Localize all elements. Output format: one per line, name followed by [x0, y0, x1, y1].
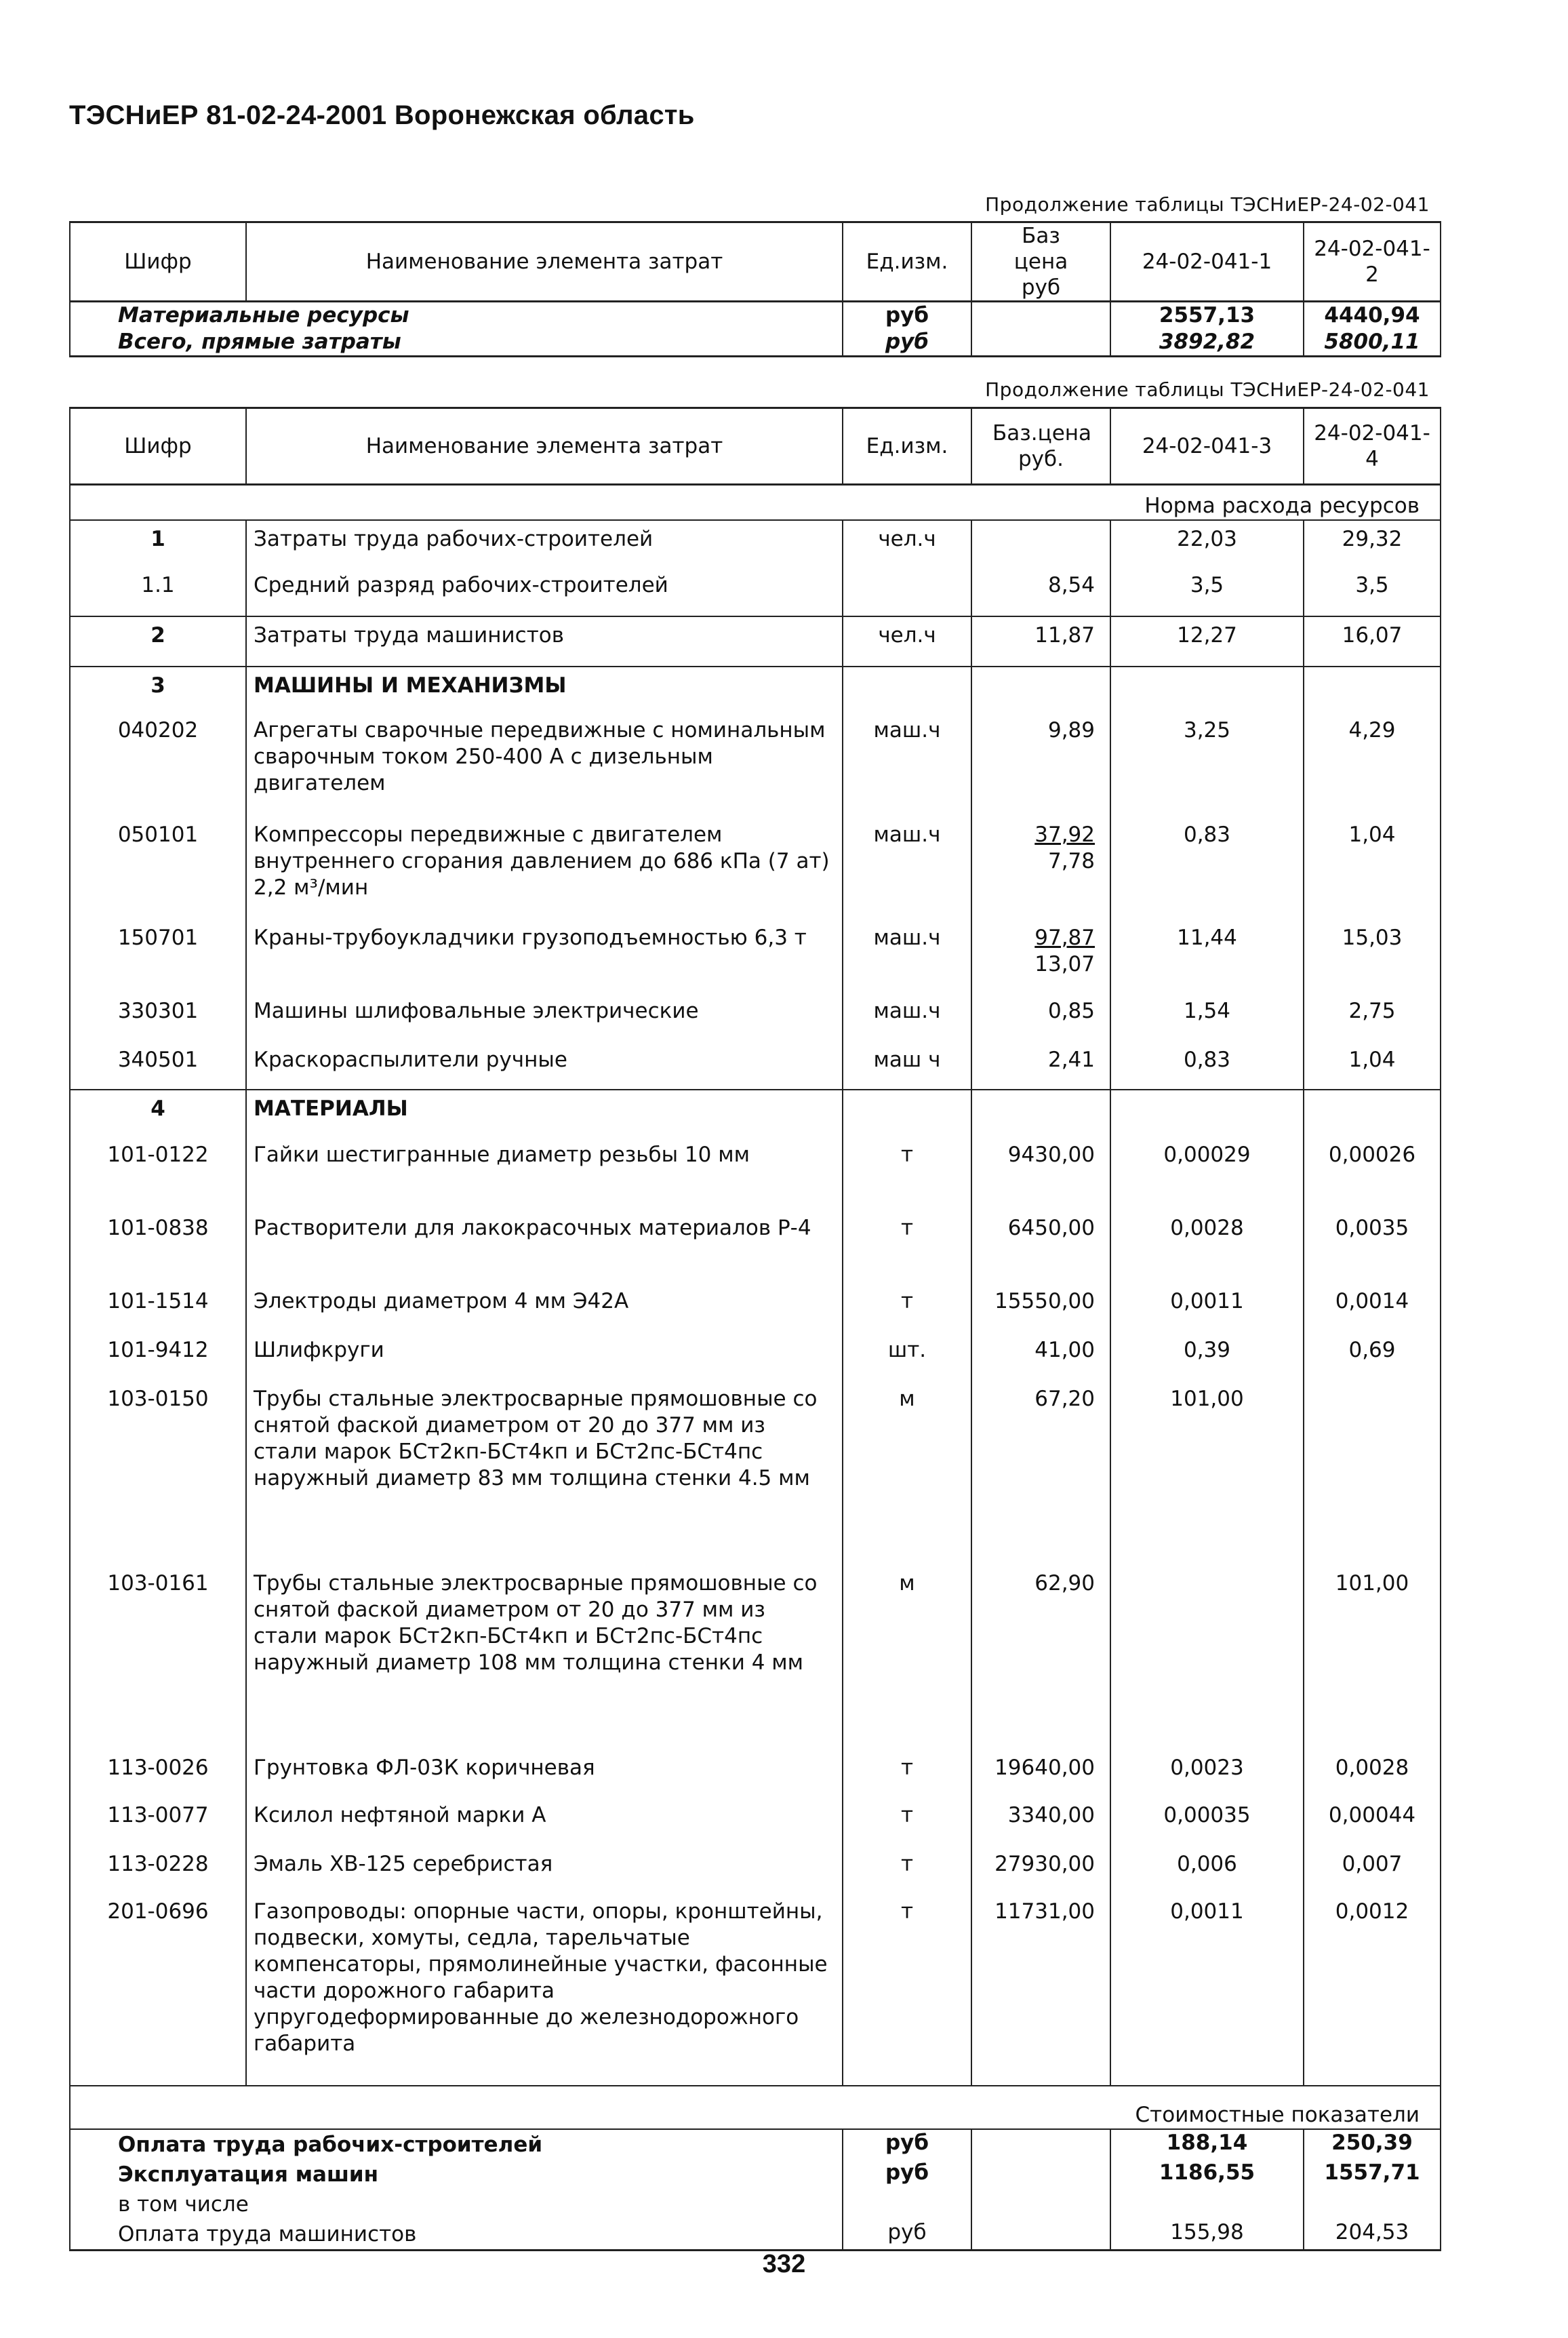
table-row: [70, 1749, 1441, 1797]
cost-row-unit: руб: [843, 2219, 971, 2251]
cost-row-unit: руб: [843, 2129, 971, 2160]
row-value-2: 2,75: [1304, 993, 1441, 1042]
cost-row: [70, 2190, 1441, 2219]
row-unit: руб: [843, 329, 971, 357]
row-price-value: 27930,00: [994, 1852, 1095, 1876]
row-name: Затраты труда рабочих-строителей: [246, 520, 843, 567]
cost-row-value-2: 1557,71: [1304, 2160, 1441, 2190]
header-code: Шифр: [70, 222, 246, 302]
row-value-1: 0,83: [1110, 816, 1304, 919]
row-price-value: 2,41: [1047, 1048, 1095, 1072]
row-price: [971, 1381, 1110, 1565]
row-value-1: [1110, 1090, 1304, 1136]
row-name: Трубы стальные электросварные прямошовные со снятой фаской диаметром от 20 до 377 мм из стали марок БСт2кп-БСт4кп и БСт2пс-БСт4пс наружный диаметр 108 мм толщина стенки 4 мм: [246, 1565, 843, 1749]
row-price-value: 97,87: [1034, 926, 1095, 950]
row-code: 330301: [70, 993, 246, 1042]
header-price: Баз.цена руб.: [971, 408, 1110, 485]
row-price: [971, 1042, 1110, 1090]
row-unit: т: [843, 1893, 971, 2086]
table2-body: [70, 520, 1441, 2251]
table1-caption: Продолжение таблицы ТЭСНиЕР-24-02-041: [985, 193, 1430, 216]
row-price-value: 9,89: [1047, 718, 1095, 742]
row-price: [971, 993, 1110, 1042]
row-value-2: 0,00044: [1304, 1797, 1441, 1846]
row-price: [971, 1090, 1110, 1136]
row-value-1: 0,00029: [1110, 1136, 1304, 1210]
table-row: [70, 1210, 1441, 1283]
row-name: МАТЕРИАЛЫ: [246, 1090, 843, 1136]
row-value-1: 11,44: [1110, 919, 1304, 993]
row-code: 103-0161: [70, 1565, 246, 1749]
row-code: 113-0228: [70, 1846, 246, 1893]
row-unit: маш.ч: [843, 993, 971, 1042]
row-price-value: 62,90: [1034, 1571, 1095, 1596]
row-unit: руб: [843, 302, 971, 330]
row-value-2: 0,0028: [1304, 1749, 1441, 1797]
row-value-2: 5800,11: [1304, 329, 1441, 357]
row-name: Средний разряд рабочих-строителей: [246, 567, 843, 616]
row-value-2: 0,69: [1304, 1332, 1441, 1381]
table-row: [70, 302, 1441, 330]
row-value-1: 0,83: [1110, 1042, 1304, 1090]
row-value-1: 0,0011: [1110, 1893, 1304, 2086]
row-unit: т: [843, 1136, 971, 1210]
row-code: 113-0077: [70, 1797, 246, 1846]
page-title: ТЭСНиЕР 81-02-24-2001 Воронежская область: [69, 100, 695, 130]
row-value-2: 3,5: [1304, 567, 1441, 616]
row-unit: [843, 667, 971, 712]
cost-row-price: [971, 2160, 1110, 2190]
row-unit: т: [843, 1846, 971, 1893]
table-row: [70, 667, 1441, 712]
row-value-1: 0,0028: [1110, 1210, 1304, 1283]
row-price-value: 19640,00: [994, 1756, 1095, 1780]
row-name: Компрессоры передвижные с двигателем внутреннего сгорания давлением до 686 кПа (7 ат) 2,2 м³/мин: [246, 816, 843, 919]
row-value-1: 3892,82: [1110, 329, 1304, 357]
row-price: [971, 1846, 1110, 1893]
table-row: [70, 520, 1441, 567]
header-code: Шифр: [70, 408, 246, 485]
cost-row: [70, 2219, 1441, 2251]
header-col2: 24-02-041-2: [1304, 222, 1441, 302]
row-price: [971, 1210, 1110, 1283]
cost-row-name: Эксплуатация машин: [70, 2160, 843, 2190]
row-value-2: 1,04: [1304, 816, 1441, 919]
row-name: Затраты труда машинистов: [246, 616, 843, 667]
row-value-1: 0,39: [1110, 1332, 1304, 1381]
table-row: [70, 993, 1441, 1042]
row-price: [971, 712, 1110, 816]
row-name: Растворители для лакокрасочных материалов Р-4: [246, 1210, 843, 1283]
cost-row-name: Оплата труда машинистов: [70, 2219, 843, 2251]
table-row: [70, 1797, 1441, 1846]
row-unit: т: [843, 1749, 971, 1797]
row-price-value: 15550,00: [994, 1289, 1095, 1313]
row-name: Всего, прямые затраты: [70, 329, 843, 357]
row-price-value: 11,87: [1034, 623, 1095, 648]
row-price-value: 9430,00: [1007, 1143, 1095, 1167]
row-value-1: 12,27: [1110, 616, 1304, 667]
row-value-1: 22,03: [1110, 520, 1304, 567]
cost-row-value-1: [1110, 2190, 1304, 2219]
row-value-2: [1304, 1381, 1441, 1565]
norm-label: Норма расхода ресурсов: [70, 485, 1441, 521]
row-unit: [843, 1090, 971, 1136]
row-code: 150701: [70, 919, 246, 993]
row-price: [971, 520, 1110, 567]
row-code: 1: [70, 520, 246, 567]
row-value-1: 2557,13: [1110, 302, 1304, 330]
row-price: [971, 616, 1110, 667]
table-row: [70, 1283, 1441, 1332]
row-value-2: 4440,94: [1304, 302, 1441, 330]
row-code: 103-0150: [70, 1381, 246, 1565]
row-price: [971, 302, 1110, 330]
row-value-1: [1110, 667, 1304, 712]
row-value-2: [1304, 667, 1441, 712]
header-name: Наименование элемента затрат: [246, 222, 843, 302]
cost-row-value-1: 155,98: [1110, 2219, 1304, 2251]
row-price: [971, 1893, 1110, 2086]
row-unit: т: [843, 1797, 971, 1846]
cost-row-value-1: 1186,55: [1110, 2160, 1304, 2190]
table-row: [70, 567, 1441, 616]
row-code: 040202: [70, 712, 246, 816]
row-price: [971, 1749, 1110, 1797]
row-value-2: 0,0014: [1304, 1283, 1441, 1332]
row-name: Машины шлифовальные электрические: [246, 993, 843, 1042]
header-unit: Ед.изм.: [843, 408, 971, 485]
cost-label: Стоимостные показатели: [70, 2086, 1441, 2129]
row-price: [971, 329, 1110, 357]
row-name: Гайки шестигранные диаметр резьбы 10 мм: [246, 1136, 843, 1210]
row-price: [971, 919, 1110, 993]
cost-row-price: [971, 2190, 1110, 2219]
row-code: 1.1: [70, 567, 246, 616]
row-name: Грунтовка ФЛ-03К коричневая: [246, 1749, 843, 1797]
row-unit: м: [843, 1565, 971, 1749]
row-code: 2: [70, 616, 246, 667]
row-value-1: 0,006: [1110, 1846, 1304, 1893]
cost-row-name: в том числе: [70, 2190, 843, 2219]
row-unit: маш.ч: [843, 712, 971, 816]
table-row: [70, 919, 1441, 993]
row-unit: [843, 567, 971, 616]
row-price: [971, 667, 1110, 712]
row-price-value: 3340,00: [1007, 1803, 1095, 1827]
row-price-value: 11731,00: [994, 1899, 1095, 1924]
cost-row-price: [971, 2129, 1110, 2160]
cost-row-unit: [843, 2190, 971, 2219]
row-unit: чел.ч: [843, 616, 971, 667]
row-value-1: 3,25: [1110, 712, 1304, 816]
row-name: Газопроводы: опорные части, опоры, кронштейны, подвески, хомуты, седла, тарельчатые компенсаторы, прямолинейные участки, фасонные части дорожного габарита упругодеформированные до железнодорожного габарита: [246, 1893, 843, 2086]
row-name: Эмаль ХВ-125 серебристая: [246, 1846, 843, 1893]
row-name: Агрегаты сварочные передвижные с номинальным сварочным током 250-400 А с дизельным двигателем: [246, 712, 843, 816]
page-number: 332: [762, 2250, 806, 2278]
table-row: [70, 816, 1441, 919]
row-name: Краскораспылители ручные: [246, 1042, 843, 1090]
row-name: Ксилол нефтяной марки А: [246, 1797, 843, 1846]
row-unit: маш.ч: [843, 919, 971, 993]
row-code: 113-0026: [70, 1749, 246, 1797]
table1: [69, 221, 1441, 357]
row-unit: м: [843, 1381, 971, 1565]
cost-row-unit: руб: [843, 2160, 971, 2190]
cost-label-row: [70, 2086, 1441, 2129]
row-value-1: 0,00035: [1110, 1797, 1304, 1846]
row-price: [971, 1565, 1110, 1749]
row-value-1: 101,00: [1110, 1381, 1304, 1565]
table-row: [70, 1332, 1441, 1381]
table-row: [70, 1136, 1441, 1210]
header-col1: 24-02-041-1: [1110, 222, 1304, 302]
row-code: 340501: [70, 1042, 246, 1090]
row-value-2: 29,32: [1304, 520, 1441, 567]
row-price: [971, 567, 1110, 616]
table-row: [70, 1042, 1441, 1090]
table2-header-row: [70, 408, 1441, 485]
table-row: [70, 1565, 1441, 1749]
header-col1: 24-02-041-3: [1110, 408, 1304, 485]
table-row: [70, 616, 1441, 667]
table-row: [70, 1893, 1441, 2086]
row-price-value: 8,54: [1047, 573, 1095, 597]
row-value-2: 1,04: [1304, 1042, 1441, 1090]
row-unit: т: [843, 1210, 971, 1283]
row-price: [971, 1136, 1110, 1210]
row-unit: т: [843, 1283, 971, 1332]
row-code: 101-0838: [70, 1210, 246, 1283]
row-name: МАШИНЫ И МЕХАНИЗМЫ: [246, 667, 843, 712]
row-price: [971, 1797, 1110, 1846]
row-price: [971, 1283, 1110, 1332]
row-name: Шлифкруги: [246, 1332, 843, 1381]
row-code: 4: [70, 1090, 246, 1136]
table1-header-row: [70, 222, 1441, 302]
row-price-value: 37,92: [1034, 823, 1095, 847]
row-unit: маш ч: [843, 1042, 971, 1090]
cost-row: [70, 2129, 1441, 2160]
cost-row: [70, 2160, 1441, 2190]
row-unit: чел.ч: [843, 520, 971, 567]
row-value-2: 101,00: [1304, 1565, 1441, 1749]
cost-row-value-2: 204,53: [1304, 2219, 1441, 2251]
row-code: 050101: [70, 816, 246, 919]
row-value-2: 0,007: [1304, 1846, 1441, 1893]
cost-row-value-2: 250,39: [1304, 2129, 1441, 2160]
cost-row-value-1: 188,14: [1110, 2129, 1304, 2160]
row-value-1: 3,5: [1110, 567, 1304, 616]
row-price: [971, 1332, 1110, 1381]
row-value-2: 0,0012: [1304, 1893, 1441, 2086]
row-code: 101-9412: [70, 1332, 246, 1381]
table2: [69, 407, 1441, 2251]
table-row: [70, 712, 1441, 816]
row-value-2: [1304, 1090, 1441, 1136]
cost-row-price: [971, 2219, 1110, 2251]
row-value-2: 0,00026: [1304, 1136, 1441, 1210]
table-row: [70, 329, 1441, 357]
row-price-secondary: 7,78: [1047, 849, 1095, 873]
row-name: Материальные ресурсы: [70, 302, 843, 330]
row-name: Электроды диаметром 4 мм Э42А: [246, 1283, 843, 1332]
row-price-value: 67,20: [1034, 1387, 1095, 1411]
row-value-1: 1,54: [1110, 993, 1304, 1042]
row-value-2: 0,0035: [1304, 1210, 1441, 1283]
row-name: Трубы стальные электросварные прямошовные со снятой фаской диаметром от 20 до 377 мм из стали марок БСт2кп-БСт4кп и БСт2пс-БСт4пс наружный диаметр 83 мм толщина стенки 4.5 мм: [246, 1381, 843, 1565]
row-price: [971, 816, 1110, 919]
row-price-value: 6450,00: [1007, 1216, 1095, 1240]
row-code: 201-0696: [70, 1893, 246, 2086]
header-name: Наименование элемента затрат: [246, 408, 843, 485]
header-price: Баз цена руб: [971, 222, 1110, 302]
row-code: 3: [70, 667, 246, 712]
table-row: [70, 1846, 1441, 1893]
header-col2: 24-02-041-4: [1304, 408, 1441, 485]
row-value-2: 4,29: [1304, 712, 1441, 816]
table-row: [70, 1090, 1441, 1136]
cost-row-value-2: [1304, 2190, 1441, 2219]
row-value-1: 0,0011: [1110, 1283, 1304, 1332]
row-name: Краны-трубоукладчики грузоподъемностью 6,3 т: [246, 919, 843, 993]
row-unit: маш.ч: [843, 816, 971, 919]
row-value-1: [1110, 1565, 1304, 1749]
table-row: [70, 1381, 1441, 1565]
row-price-secondary: 13,07: [1034, 952, 1095, 976]
row-code: 101-0122: [70, 1136, 246, 1210]
row-value-2: 16,07: [1304, 616, 1441, 667]
row-price-value: 41,00: [1034, 1338, 1095, 1362]
row-price-value: 0,85: [1047, 999, 1095, 1023]
row-unit: шт.: [843, 1332, 971, 1381]
row-value-1: 0,0023: [1110, 1749, 1304, 1797]
row-code: 101-1514: [70, 1283, 246, 1332]
header-unit: Ед.изм.: [843, 222, 971, 302]
table2-caption: Продолжение таблицы ТЭСНиЕР-24-02-041: [985, 378, 1430, 401]
row-value-2: 15,03: [1304, 919, 1441, 993]
norm-label-row: [70, 485, 1441, 521]
cost-row-name: Оплата труда рабочих-строителей: [70, 2129, 843, 2160]
